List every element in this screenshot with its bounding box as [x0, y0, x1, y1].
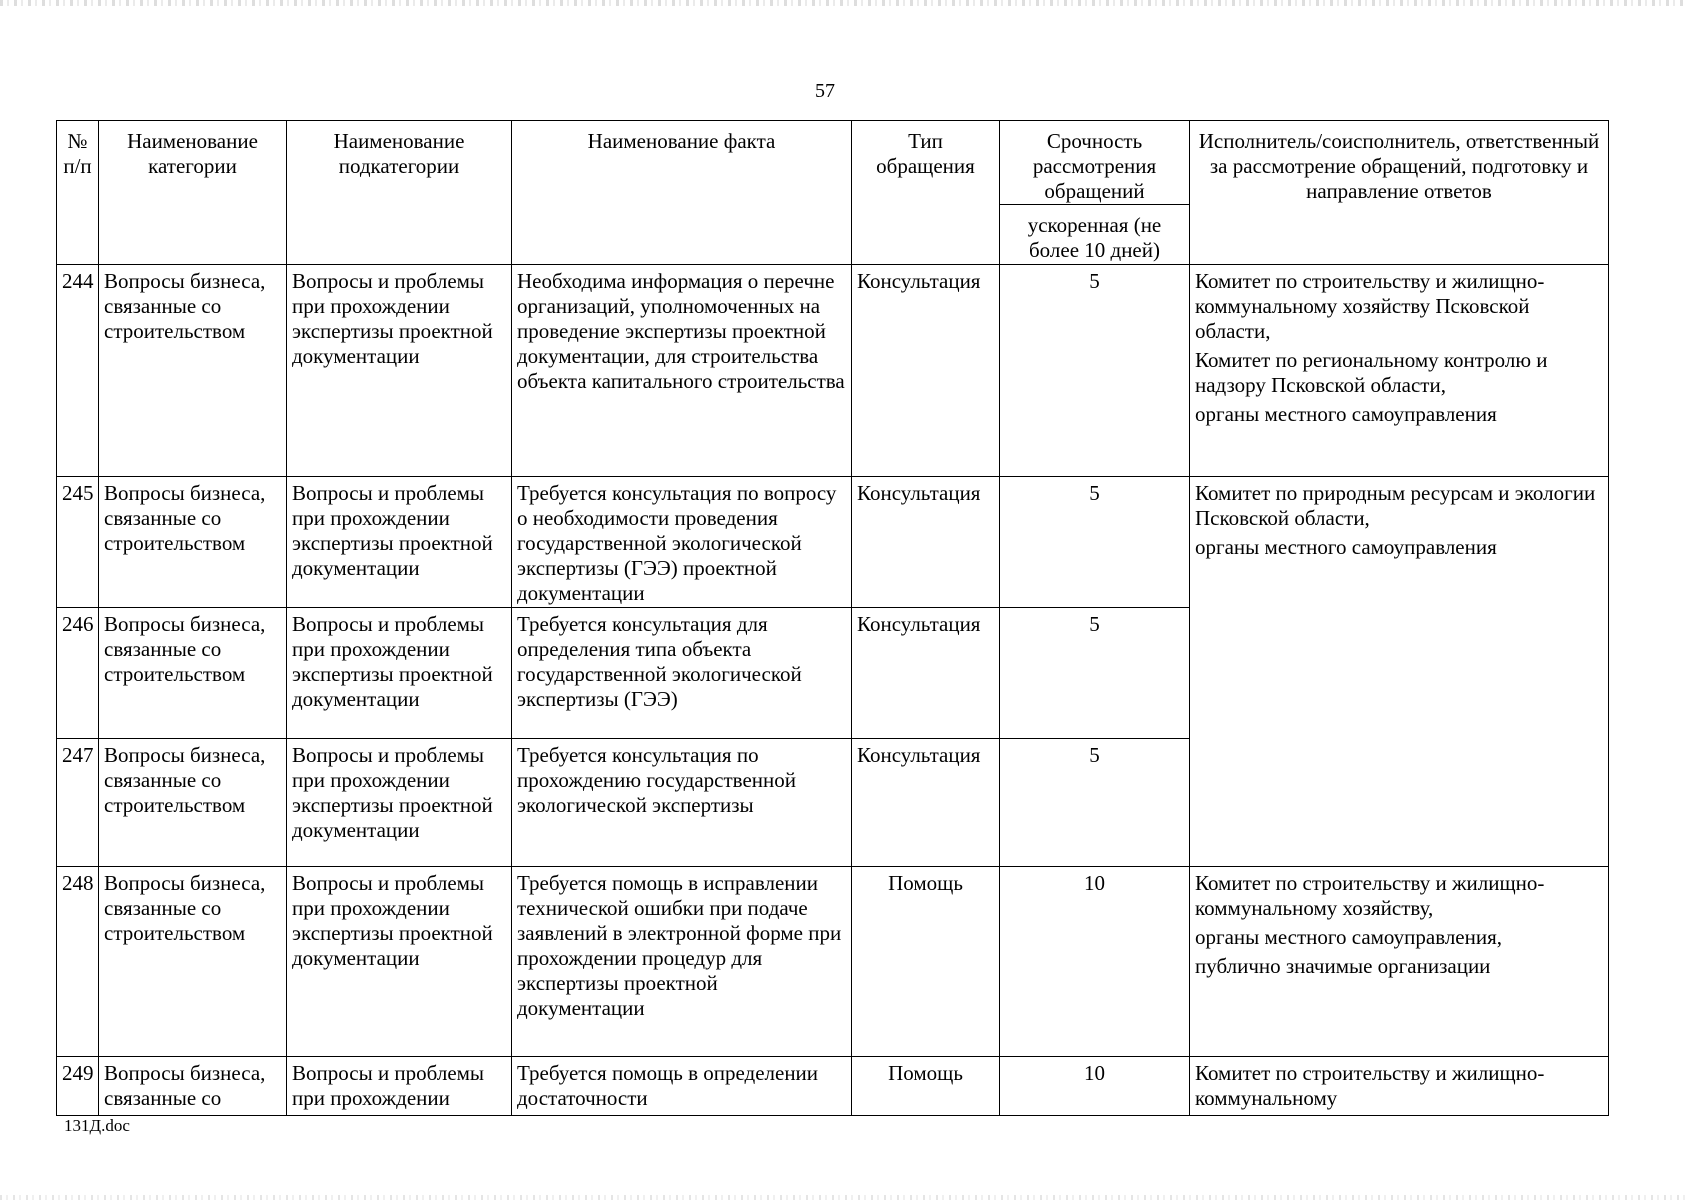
row-executor: [1190, 265, 1609, 477]
table-row: [57, 867, 1609, 1057]
row-type: Консультация: [852, 477, 1000, 608]
header-urgency: Срочность рассмотрения обращений: [1000, 121, 1190, 205]
row-category: Вопросы бизнеса, связанные со строительством: [99, 265, 287, 477]
row-subcategory: Вопросы и проблемы при прохождении экспертизы проектной документации: [287, 477, 512, 608]
header-fact: Наименование факта: [512, 121, 852, 265]
row-number: 248: [57, 867, 99, 1057]
footer-file-name: 131Д.doc: [64, 1116, 130, 1135]
row-subcategory: Вопросы и проблемы при прохождении экспертизы проектной документации: [287, 265, 512, 477]
scan-edge-top: [0, 0, 1686, 6]
row-type: Консультация: [852, 739, 1000, 867]
row-executor: [1190, 867, 1609, 1057]
row-number: 245: [57, 477, 99, 608]
row-days: 10: [1000, 867, 1190, 1057]
executor-line: публично значимые организации: [1195, 954, 1491, 978]
row-number: 249: [57, 1057, 99, 1116]
row-subcategory: Вопросы и проблемы при прохождении экспертизы проектной документации: [287, 739, 512, 867]
header-urgency-sub: ускоренная (не более 10 дней): [1000, 205, 1190, 265]
row-fact: Требуется помощь в исправлении технической ошибки при подаче заявлений в электронной форме при прохождении процедур для экспертизы проектной документации: [512, 867, 852, 1057]
row-type: Помощь: [852, 867, 1000, 1057]
row-type: Консультация: [852, 608, 1000, 739]
header-executor: Исполнитель/соисполнитель, ответственный за рассмотрение обращений, подготовку и направление ответов: [1190, 121, 1609, 265]
row-category: Вопросы бизнеса, связанные со строительством: [99, 739, 287, 867]
row-subcategory: Вопросы и проблемы при прохождении экспертизы проектной документации: [287, 867, 512, 1057]
row-fact: Требуется консультация по вопросу о необходимости проведения государственной экологической экспертизы (ГЭЭ) проектной документации: [512, 477, 852, 608]
row-number: 244: [57, 265, 99, 477]
table-row: [57, 477, 1609, 608]
executor-line: органы местного самоуправления,: [1195, 925, 1503, 949]
row-fact: Требуется консультация для определения типа объекта государственной экологической экспертизы (ГЭЭ): [512, 608, 852, 739]
executor-line: Комитет по строительству и жилищно-коммунальному хозяйству,: [1195, 871, 1545, 920]
row-fact: Требуется консультация по прохождению государственной экологической экспертизы: [512, 739, 852, 867]
row-subcategory: Вопросы и проблемы при прохождении экспертизы проектной документации: [287, 608, 512, 739]
row-subcategory: Вопросы и проблемы при прохождении: [287, 1057, 512, 1116]
header-row: [57, 121, 1609, 205]
header-type: Тип обращения: [852, 121, 1000, 265]
executor-line: органы местного самоуправления: [1195, 535, 1497, 559]
row-executor: [1190, 1057, 1609, 1116]
row-days: 5: [1000, 739, 1190, 867]
row-days: 5: [1000, 477, 1190, 608]
row-category: Вопросы бизнеса, связанные со строительством: [99, 867, 287, 1057]
row-type: Помощь: [852, 1057, 1000, 1116]
row-fact: Необходима информация о перечне организаций, уполномоченных на проведение экспертизы проектной документации, для строительства объекта капитального строительства: [512, 265, 852, 477]
row-executor: [1190, 477, 1609, 867]
executor-line: Комитет по природным ресурсам и экологии Псковской области,: [1195, 481, 1596, 530]
header-category: Наименование категории: [99, 121, 287, 265]
appeals-registry-table: [56, 120, 1609, 1116]
row-category: Вопросы бизнеса, связанные со строительством: [99, 608, 287, 739]
executor-line: органы местного самоуправления: [1195, 402, 1497, 426]
row-category: Вопросы бизнеса, связанные со строительством: [99, 477, 287, 608]
table-row: [57, 265, 1609, 477]
header-subcategory: Наименование подкатегории: [287, 121, 512, 265]
executor-line: Комитет по строительству и жилищно-коммунальному: [1195, 1061, 1545, 1110]
row-type: Консультация: [852, 265, 1000, 477]
executor-line: Комитет по строительству и жилищно-коммунальному хозяйству Псковской области,: [1195, 269, 1545, 343]
page-number: 57: [815, 80, 835, 102]
row-number: 246: [57, 608, 99, 739]
row-days: 5: [1000, 608, 1190, 739]
row-category: Вопросы бизнеса, связанные со: [99, 1057, 287, 1116]
header-num: № п/п: [57, 121, 99, 265]
row-days: 5: [1000, 265, 1190, 477]
row-number: 247: [57, 739, 99, 867]
row-fact: Требуется помощь в определении достаточности: [512, 1057, 852, 1116]
table-row: [57, 1057, 1609, 1116]
executor-line: Комитет по региональному контролю и надзору Псковской области,: [1195, 348, 1548, 397]
row-days: 10: [1000, 1057, 1190, 1116]
scan-edge-bottom: [0, 1195, 1686, 1200]
